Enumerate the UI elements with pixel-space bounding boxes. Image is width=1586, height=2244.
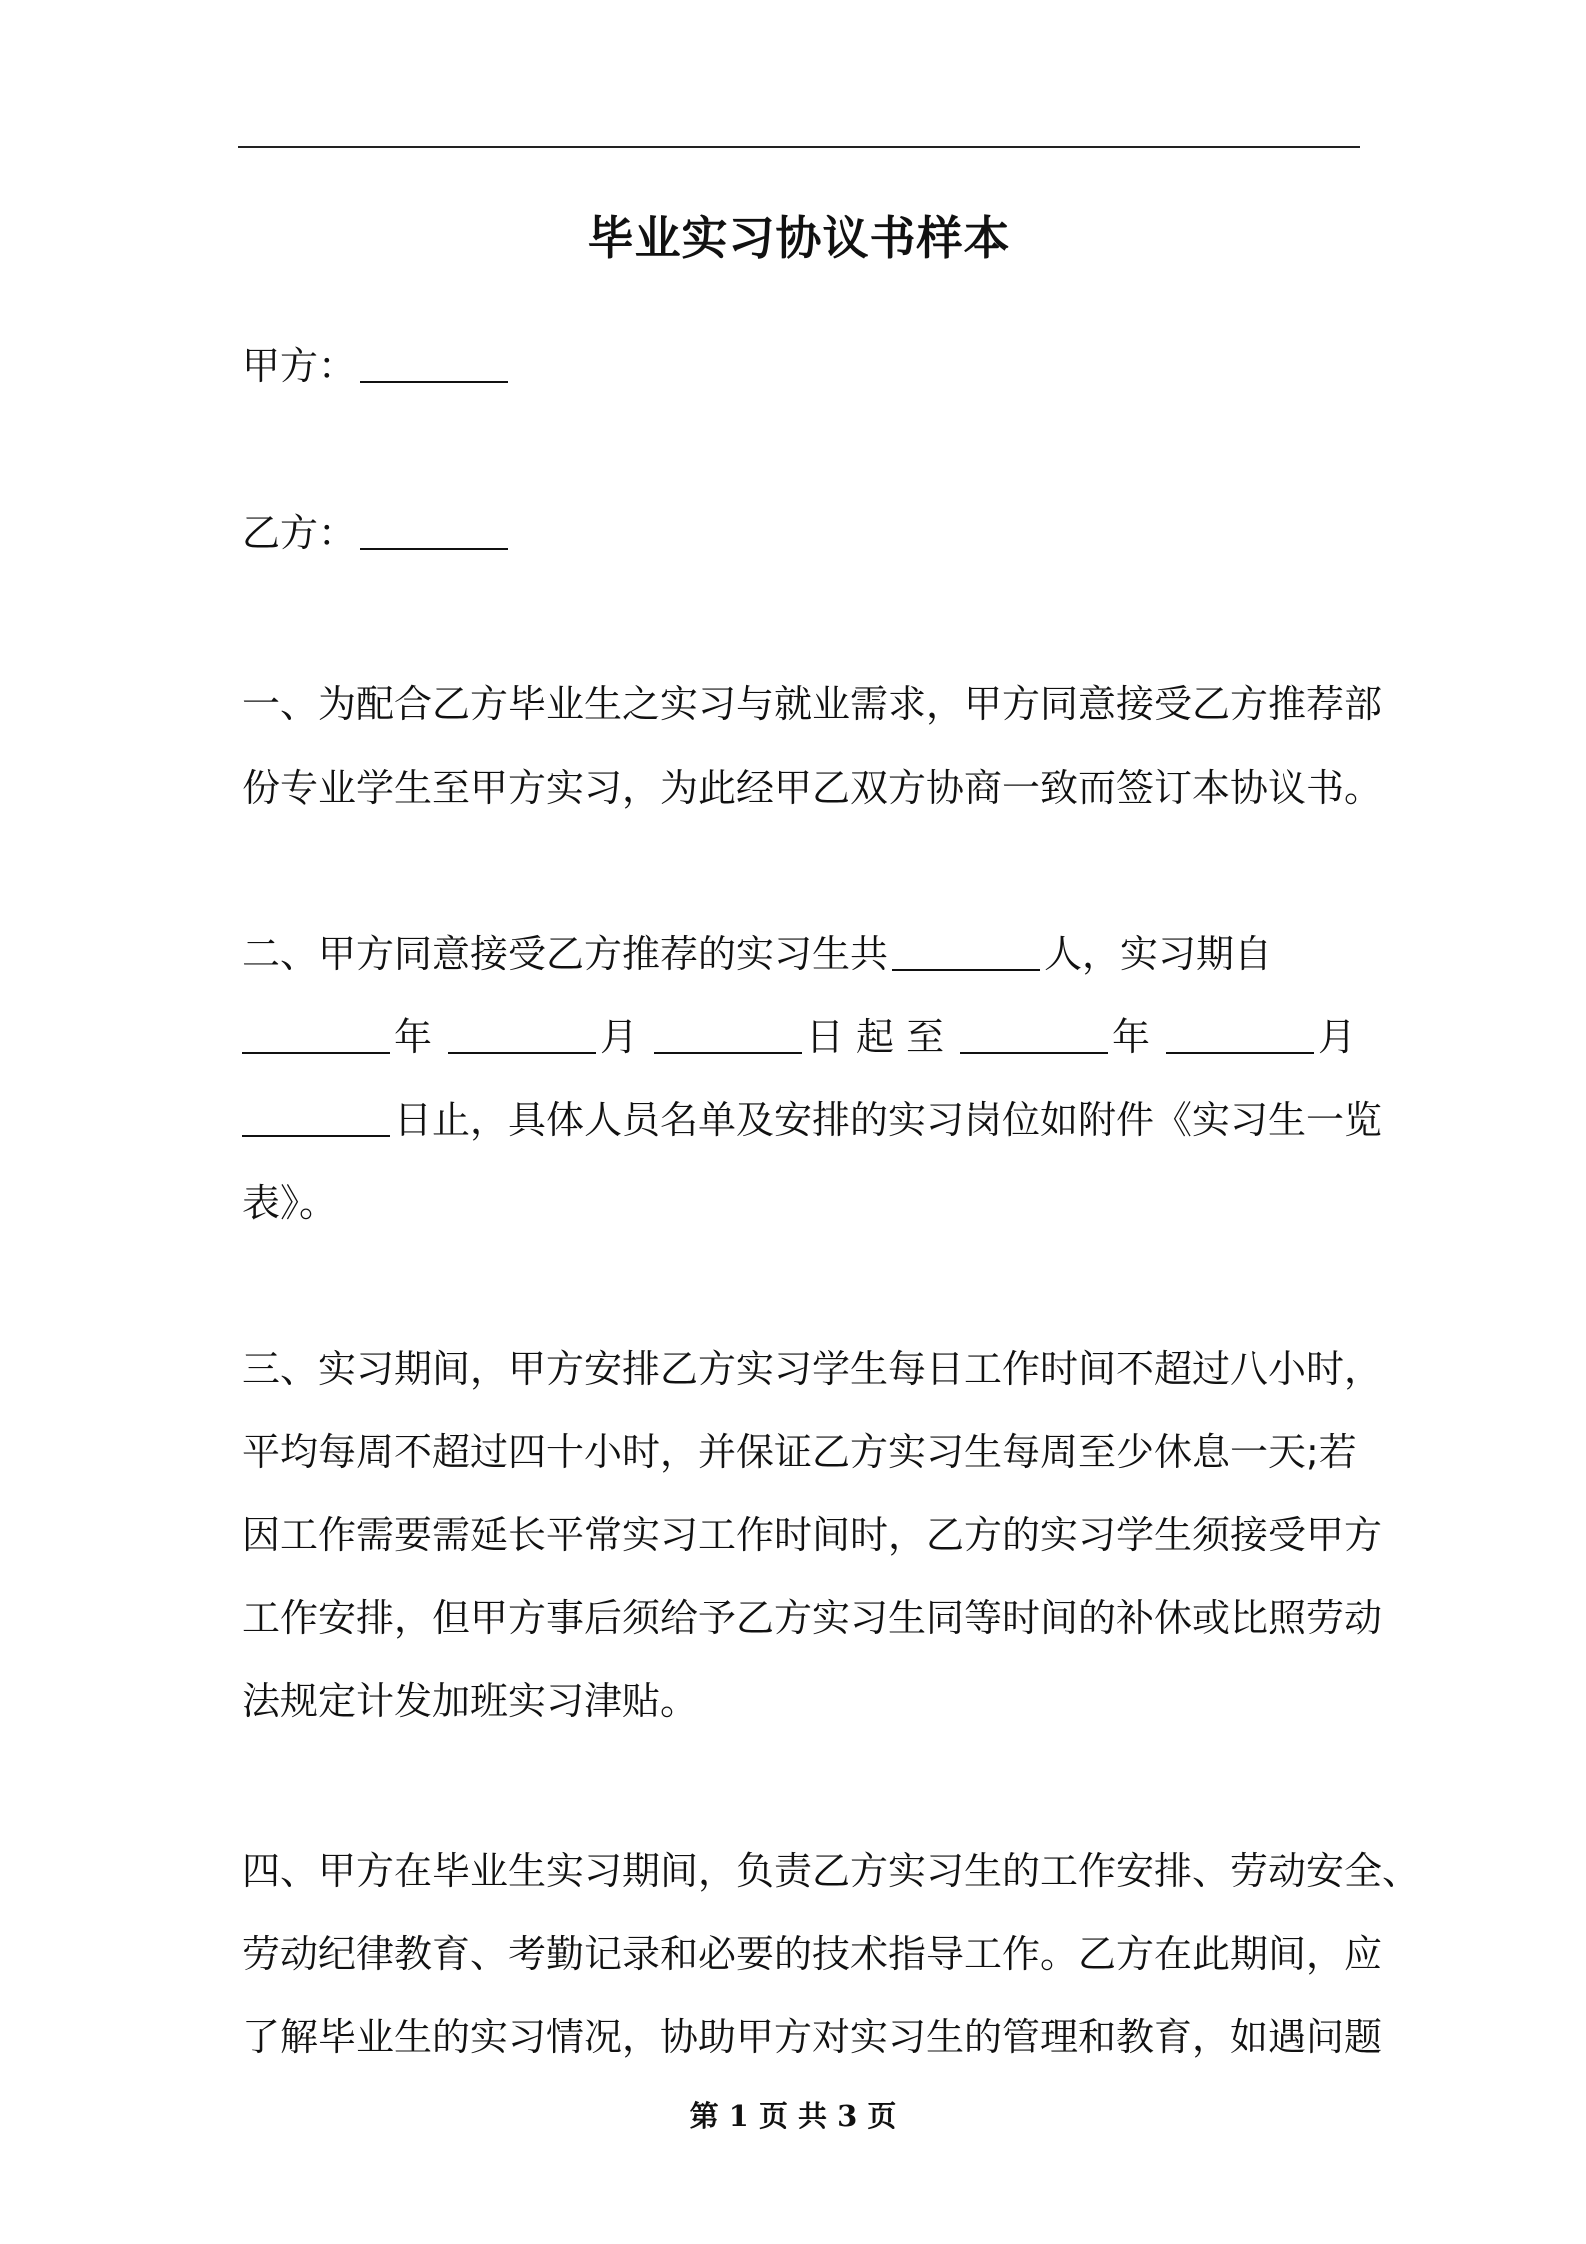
- start-month-blank: [448, 1014, 596, 1054]
- start-day-blank: [654, 1014, 802, 1054]
- date-part-5: [1162, 1006, 1356, 1061]
- clause-2-line-3: [242, 1089, 1383, 1144]
- end-day-blank: [242, 1097, 390, 1137]
- party-a-blank: [360, 343, 508, 383]
- document-title: 毕业实习协议书样本: [587, 211, 1011, 265]
- party-b-label: 乙方：: [242, 511, 357, 555]
- clause-3-line-1: 三、实习期间，甲方安排乙方实习学生每日工作时间不超过八小时，: [242, 1347, 1383, 1391]
- intern-count-blank: [892, 931, 1040, 971]
- clause-2-text-c: 日止，具体人员名单及安排的实习岗位如附件《实习生一览: [394, 1098, 1383, 1142]
- clause-3-line-5: 法规定计发加班实习津贴。: [242, 1679, 699, 1723]
- clause-1-line-2: 份专业学生至甲方实习，为此经甲乙双方协商一致而签订本协议书。: [242, 766, 1383, 810]
- start-year-blank: [242, 1014, 390, 1054]
- clause-2-line-2: [242, 1006, 1356, 1061]
- clause-4-line-1: 四、甲方在毕业生实习期间，负责乙方实习生的工作安排、劳动安全、: [242, 1849, 1421, 1893]
- year-label: 年: [394, 1015, 433, 1059]
- clause-1-line-1: 一、为配合乙方毕业生之实习与就业需求，甲方同意接受乙方推荐部: [242, 682, 1383, 726]
- clause-4-line-2: 劳动纪律教育、考勤记录和必要的技术指导工作。乙方在此期间，应: [242, 1932, 1383, 1976]
- clause-3-line-2: 平均每周不超过四十小时，并保证乙方实习生每周至少休息一天;若: [242, 1430, 1357, 1474]
- month-label: 月: [1317, 1015, 1356, 1059]
- party-a-field: [242, 335, 512, 390]
- year-label: 年: [1112, 1015, 1151, 1059]
- clause-2-text-a: 二、甲方同意接受乙方推荐的实习生共: [242, 932, 889, 976]
- date-part-3: [650, 1006, 944, 1061]
- clause-2-line-4: 表》。: [242, 1181, 338, 1225]
- clause-2-text-b: 人，实习期自: [1044, 932, 1273, 976]
- date-part-1: [242, 1006, 432, 1061]
- header-rule: [238, 146, 1360, 148]
- party-b-blank: [360, 510, 508, 550]
- date-part-4: [956, 1006, 1150, 1061]
- page-number: 第 1 页 共 3 页: [689, 2099, 897, 2133]
- end-month-blank: [1166, 1014, 1314, 1054]
- party-b-field: [242, 502, 512, 557]
- month-label: 月: [599, 1015, 638, 1059]
- clause-2-line-1: [242, 923, 1356, 978]
- party-a-label: 甲方：: [242, 344, 357, 388]
- end-year-blank: [960, 1014, 1108, 1054]
- from-to-label: 日 起 至: [805, 1015, 945, 1059]
- clause-3-line-4: 工作安排，但甲方事后须给予乙方实习生同等时间的补休或比照劳动: [242, 1596, 1383, 1640]
- clause-4-line-3: 了解毕业生的实习情况，协助甲方对实习生的管理和教育，如遇问题: [242, 2015, 1383, 2059]
- clause-3-line-3: 因工作需要需延长平常实习工作时间时，乙方的实习学生须接受甲方: [242, 1513, 1383, 1557]
- date-part-2: [444, 1006, 638, 1061]
